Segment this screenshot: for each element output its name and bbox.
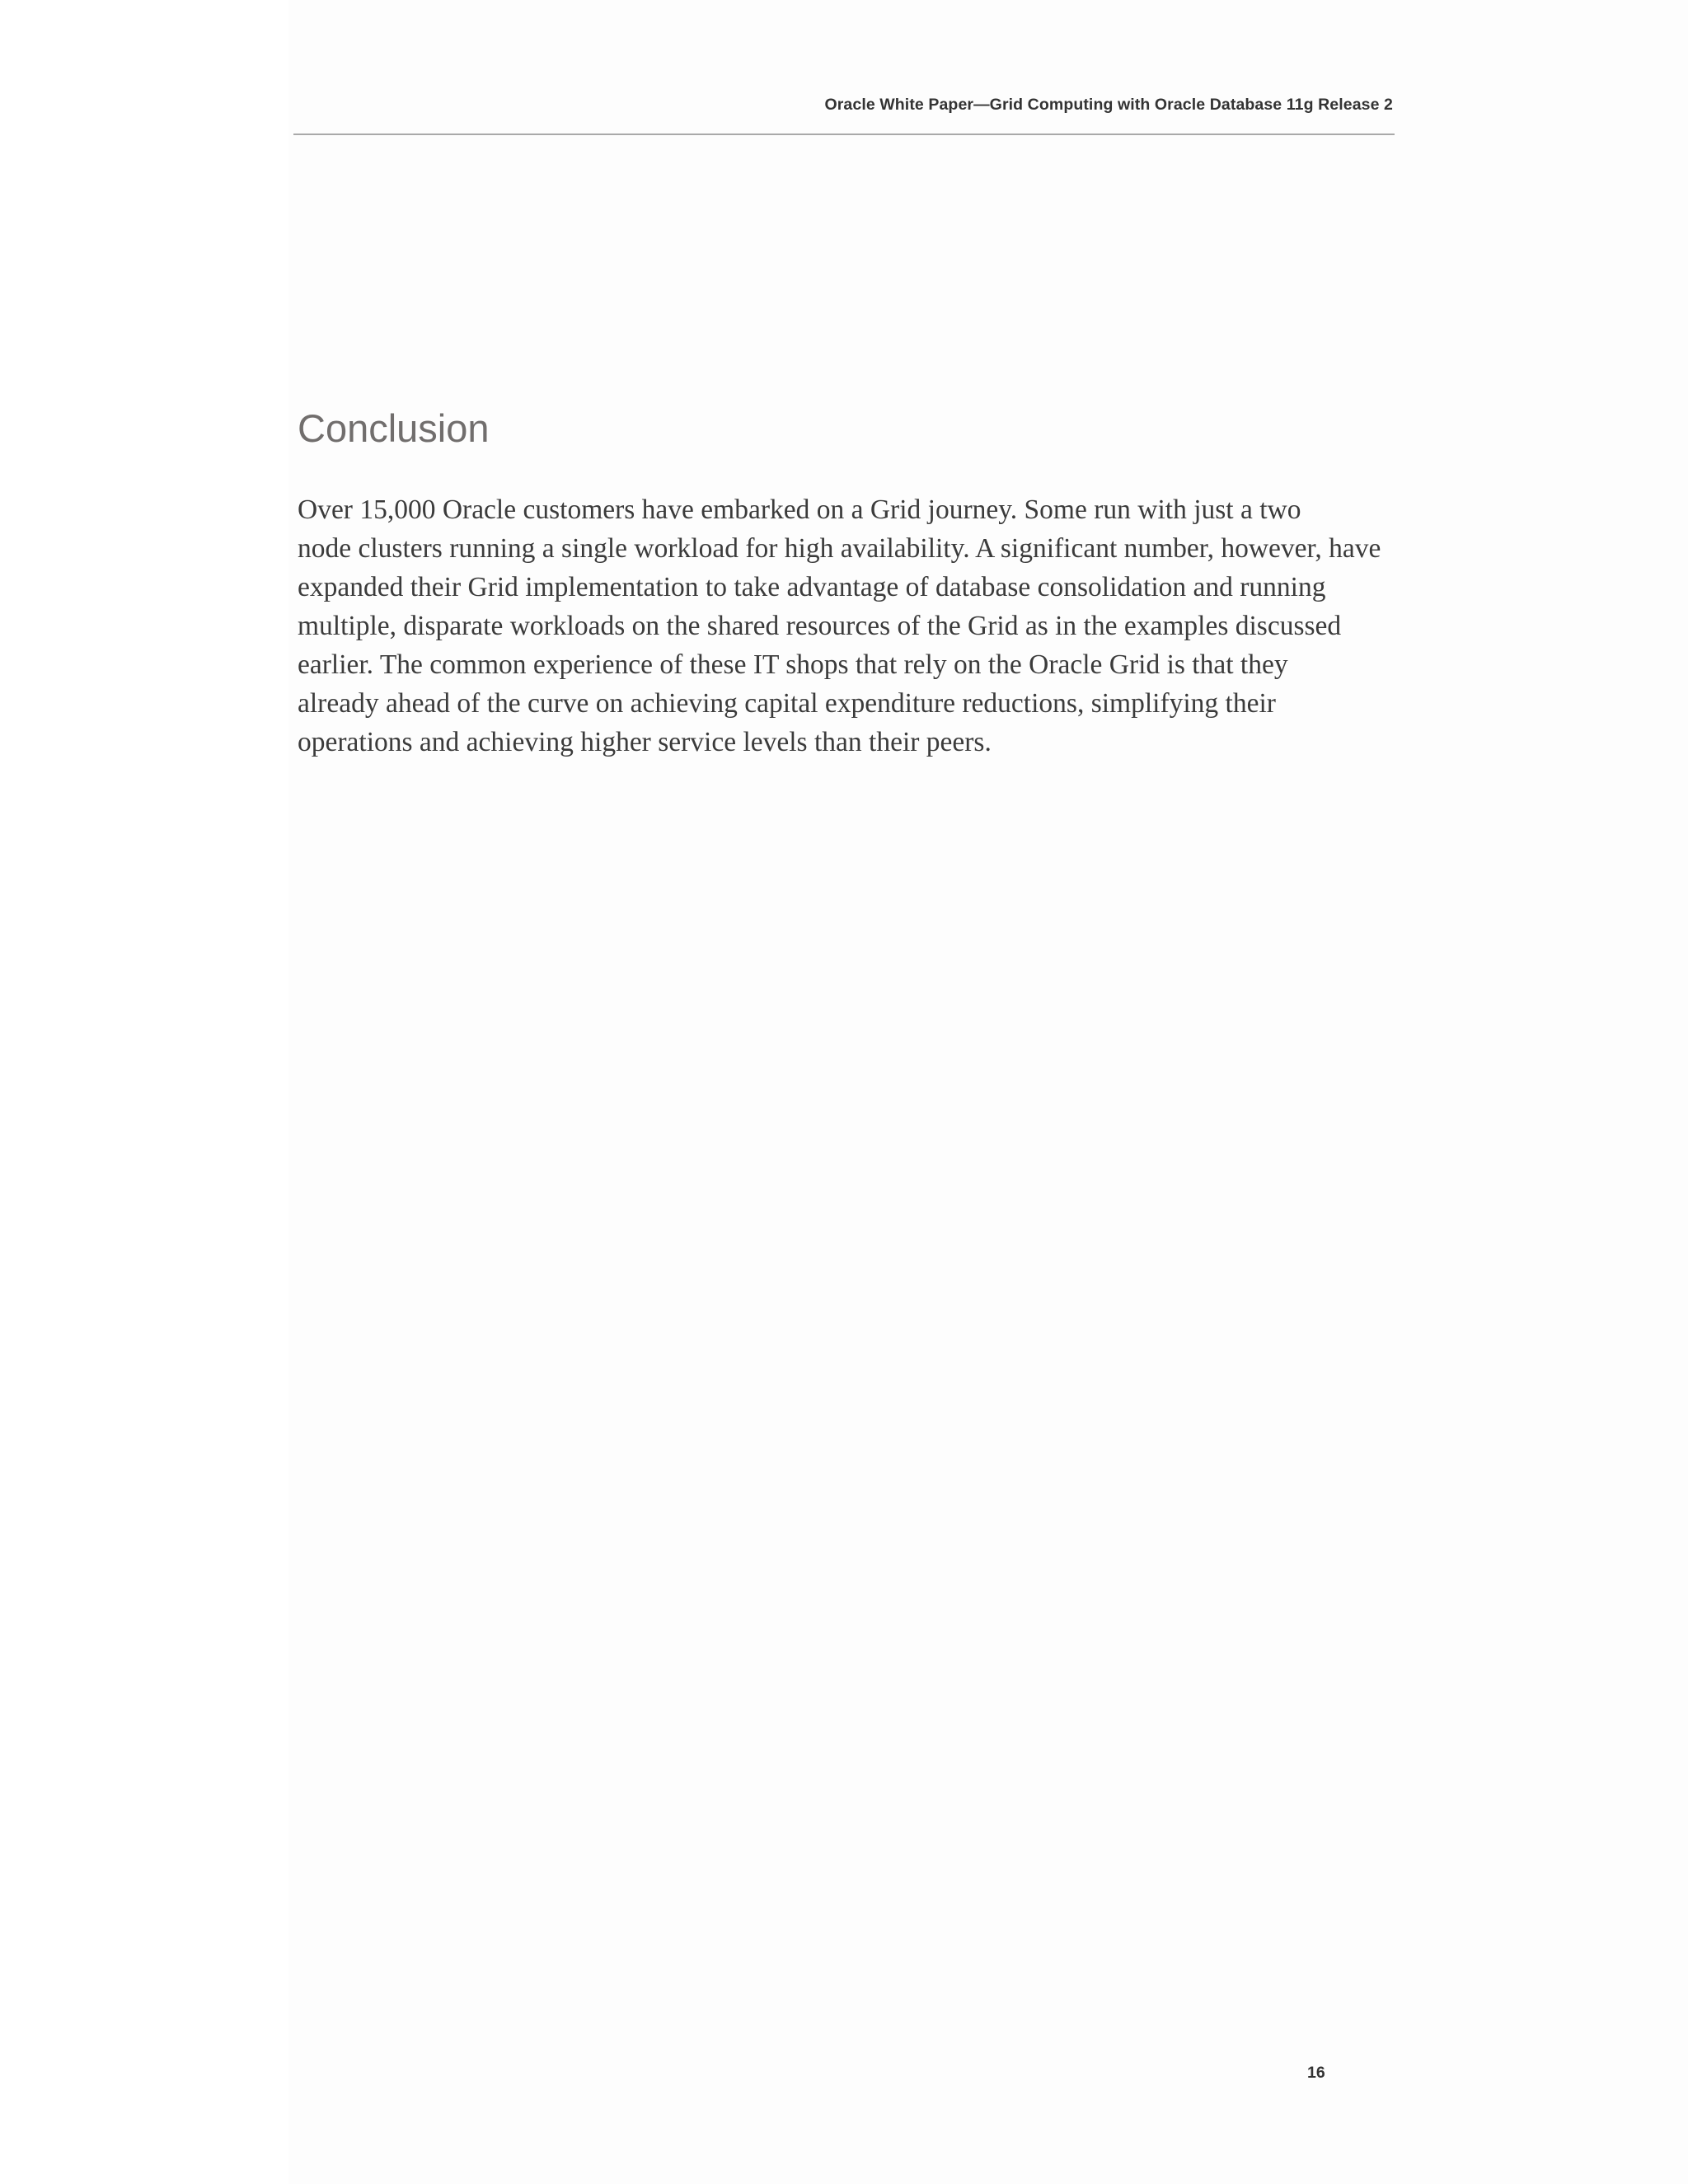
paragraph-line: earlier. The common experience of these IT shops that rely on the Oracle Grid is that they — [298, 649, 1288, 680]
header-divider — [293, 134, 1395, 135]
paragraph-line: node clusters running a single workload for high availability. A significant number, however, have — [298, 533, 1381, 564]
paragraph-line: Over 15,000 Oracle customers have embarked on a Grid journey. Some run with just a two — [298, 494, 1301, 525]
paragraph-line: already ahead of the curve on achieving capital expenditure reductions, simplifying their — [298, 688, 1276, 719]
paragraph-line: operations and achieving higher service levels than their peers. — [298, 727, 992, 757]
page-background — [288, 0, 1688, 2184]
running-header: Oracle White Paper—Grid Computing with Oracle Database 11g Release 2 — [824, 96, 1393, 114]
page-number: 16 — [1307, 2064, 1325, 2082]
conclusion-paragraph — [298, 490, 1381, 762]
section-title: Conclusion — [298, 406, 490, 450]
paragraph-line: multiple, disparate workloads on the shared resources of the Grid as in the examples discussed — [298, 611, 1342, 641]
paragraph-line: expanded their Grid implementation to take advantage of database consolidation and running — [298, 572, 1326, 602]
